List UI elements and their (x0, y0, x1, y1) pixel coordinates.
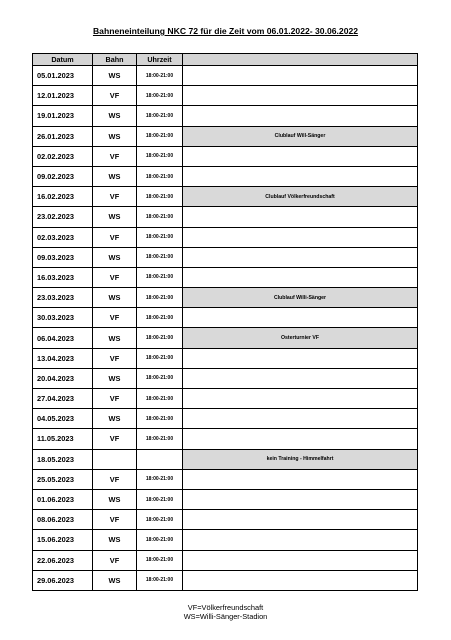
cell-bemerkung (183, 207, 418, 227)
cell-datum: 16.02.2023 (33, 187, 93, 207)
table-row (33, 207, 418, 227)
cell-bahn: VF (93, 510, 137, 530)
column-header-bahn: Bahn (93, 54, 137, 66)
cell-bahn: VF (93, 389, 137, 409)
cell-datum: 09.02.2023 (33, 166, 93, 186)
table-row (33, 227, 418, 247)
table-row (33, 429, 418, 449)
cell-bemerkung (183, 530, 418, 550)
cell-datum: 15.06.2023 (33, 530, 93, 550)
table-row (33, 328, 418, 348)
legend (0, 603, 451, 621)
cell-datum: 19.01.2023 (33, 106, 93, 126)
cell-bahn: VF (93, 146, 137, 166)
cell-uhrzeit: 18:00-21:00 (137, 187, 183, 207)
cell-datum: 02.03.2023 (33, 227, 93, 247)
column-header-uhrzeit: Uhrzeit (137, 54, 183, 66)
table-row (33, 126, 418, 146)
cell-datum: 30.03.2023 (33, 308, 93, 328)
cell-bemerkung (183, 570, 418, 590)
table-row (33, 368, 418, 388)
cell-bahn: VF (93, 227, 137, 247)
cell-bemerkung (183, 409, 418, 429)
cell-bemerkung (183, 469, 418, 489)
table-row (33, 288, 418, 308)
table-row (33, 66, 418, 86)
cell-uhrzeit: 18:00-21:00 (137, 429, 183, 449)
cell-bahn: WS (93, 66, 137, 86)
cell-bahn: VF (93, 86, 137, 106)
cell-uhrzeit: 18:00-21:00 (137, 66, 183, 86)
cell-bahn: WS (93, 368, 137, 388)
cell-bemerkung (183, 267, 418, 287)
cell-datum: 23.03.2023 (33, 288, 93, 308)
cell-uhrzeit: 18:00-21:00 (137, 328, 183, 348)
cell-datum: 18.05.2023 (33, 449, 93, 469)
cell-uhrzeit: 18:00-21:00 (137, 510, 183, 530)
cell-uhrzeit (137, 449, 183, 469)
table-row (33, 389, 418, 409)
cell-bemerkung (183, 66, 418, 86)
cell-bahn: VF (93, 469, 137, 489)
cell-bemerkung (183, 227, 418, 247)
cell-uhrzeit: 18:00-21:00 (137, 308, 183, 328)
table-row (33, 348, 418, 368)
cell-uhrzeit: 18:00-21:00 (137, 550, 183, 570)
table-row (33, 267, 418, 287)
cell-uhrzeit: 18:00-21:00 (137, 570, 183, 590)
cell-bahn: VF (93, 308, 137, 328)
table-row (33, 550, 418, 570)
cell-bemerkung (183, 550, 418, 570)
cell-datum: 08.06.2023 (33, 510, 93, 530)
cell-bahn: VF (93, 550, 137, 570)
cell-datum: 02.02.2023 (33, 146, 93, 166)
cell-datum: 16.03.2023 (33, 267, 93, 287)
cell-datum: 09.03.2023 (33, 247, 93, 267)
cell-bahn (93, 449, 137, 469)
table-row (33, 106, 418, 126)
cell-bemerkung: Clublauf Völkerfreundschaft (183, 187, 418, 207)
cell-datum: 12.01.2023 (33, 86, 93, 106)
page-title: Bahneneinteilung NKC 72 für die Zeit vom 06.01.2022- 30.06.2022 (92, 26, 359, 36)
cell-bemerkung (183, 429, 418, 449)
cell-uhrzeit: 18:00-21:00 (137, 146, 183, 166)
column-header-datum: Datum (33, 54, 93, 66)
table-row (33, 489, 418, 509)
table-row (33, 570, 418, 590)
table-row (33, 409, 418, 429)
table-row (33, 308, 418, 328)
cell-bahn: WS (93, 409, 137, 429)
cell-datum: 27.04.2023 (33, 389, 93, 409)
cell-bahn: WS (93, 106, 137, 126)
table-row (33, 449, 418, 469)
table-row (33, 530, 418, 550)
cell-bahn: VF (93, 348, 137, 368)
table-row (33, 510, 418, 530)
cell-uhrzeit: 18:00-21:00 (137, 469, 183, 489)
cell-uhrzeit: 18:00-21:00 (137, 530, 183, 550)
cell-bahn: VF (93, 429, 137, 449)
cell-bahn: VF (93, 267, 137, 287)
cell-datum: 13.04.2023 (33, 348, 93, 368)
cell-datum: 22.06.2023 (33, 550, 93, 570)
cell-uhrzeit: 18:00-21:00 (137, 166, 183, 186)
cell-bemerkung (183, 389, 418, 409)
cell-datum: 04.05.2023 (33, 409, 93, 429)
cell-datum: 29.06.2023 (33, 570, 93, 590)
table-row (33, 146, 418, 166)
cell-datum: 06.04.2023 (33, 328, 93, 348)
cell-bahn: WS (93, 328, 137, 348)
table-row (33, 469, 418, 489)
schedule-table (32, 53, 418, 591)
cell-uhrzeit: 18:00-21:00 (137, 409, 183, 429)
legend-line-ws: WS=Willi-Sänger-Stadion (183, 612, 268, 621)
cell-datum: 25.05.2023 (33, 469, 93, 489)
cell-bemerkung: Clublauf Will-Sänger (183, 126, 418, 146)
cell-bahn: WS (93, 247, 137, 267)
cell-bemerkung (183, 348, 418, 368)
cell-bahn: WS (93, 288, 137, 308)
cell-bahn: WS (93, 207, 137, 227)
table-header-row (33, 54, 418, 66)
legend-line-vf: VF=Völkerfreundschaft (187, 603, 264, 612)
cell-bahn: VF (93, 187, 137, 207)
cell-bahn: WS (93, 126, 137, 146)
cell-bemerkung (183, 86, 418, 106)
cell-datum: 11.05.2023 (33, 429, 93, 449)
cell-bahn: WS (93, 570, 137, 590)
table-row (33, 166, 418, 186)
cell-uhrzeit: 18:00-21:00 (137, 227, 183, 247)
cell-uhrzeit: 18:00-21:00 (137, 389, 183, 409)
cell-uhrzeit: 18:00-21:00 (137, 126, 183, 146)
cell-datum: 26.01.2023 (33, 126, 93, 146)
cell-datum: 01.06.2023 (33, 489, 93, 509)
cell-bemerkung: Osterturnier VF (183, 328, 418, 348)
cell-bemerkung: kein Training - Himmelfahrt (183, 449, 418, 469)
cell-uhrzeit: 18:00-21:00 (137, 207, 183, 227)
cell-bemerkung (183, 489, 418, 509)
table-body (33, 66, 418, 591)
cell-uhrzeit: 18:00-21:00 (137, 267, 183, 287)
table-row (33, 86, 418, 106)
cell-bemerkung (183, 146, 418, 166)
cell-bemerkung: Clublauf Willi-Sänger (183, 288, 418, 308)
cell-bahn: WS (93, 489, 137, 509)
cell-datum: 23.02.2023 (33, 207, 93, 227)
cell-uhrzeit: 18:00-21:00 (137, 288, 183, 308)
cell-bemerkung (183, 247, 418, 267)
cell-bemerkung (183, 166, 418, 186)
column-header-bemerkung (183, 54, 418, 66)
cell-uhrzeit: 18:00-21:00 (137, 247, 183, 267)
cell-bahn: WS (93, 530, 137, 550)
cell-datum: 05.01.2023 (33, 66, 93, 86)
cell-bemerkung (183, 368, 418, 388)
cell-bahn: WS (93, 166, 137, 186)
cell-bemerkung (183, 106, 418, 126)
cell-uhrzeit: 18:00-21:00 (137, 489, 183, 509)
cell-uhrzeit: 18:00-21:00 (137, 106, 183, 126)
cell-bemerkung (183, 510, 418, 530)
cell-uhrzeit: 18:00-21:00 (137, 348, 183, 368)
cell-uhrzeit: 18:00-21:00 (137, 86, 183, 106)
cell-bemerkung (183, 308, 418, 328)
table-row (33, 187, 418, 207)
cell-datum: 20.04.2023 (33, 368, 93, 388)
cell-uhrzeit: 18:00-21:00 (137, 368, 183, 388)
table-row (33, 247, 418, 267)
